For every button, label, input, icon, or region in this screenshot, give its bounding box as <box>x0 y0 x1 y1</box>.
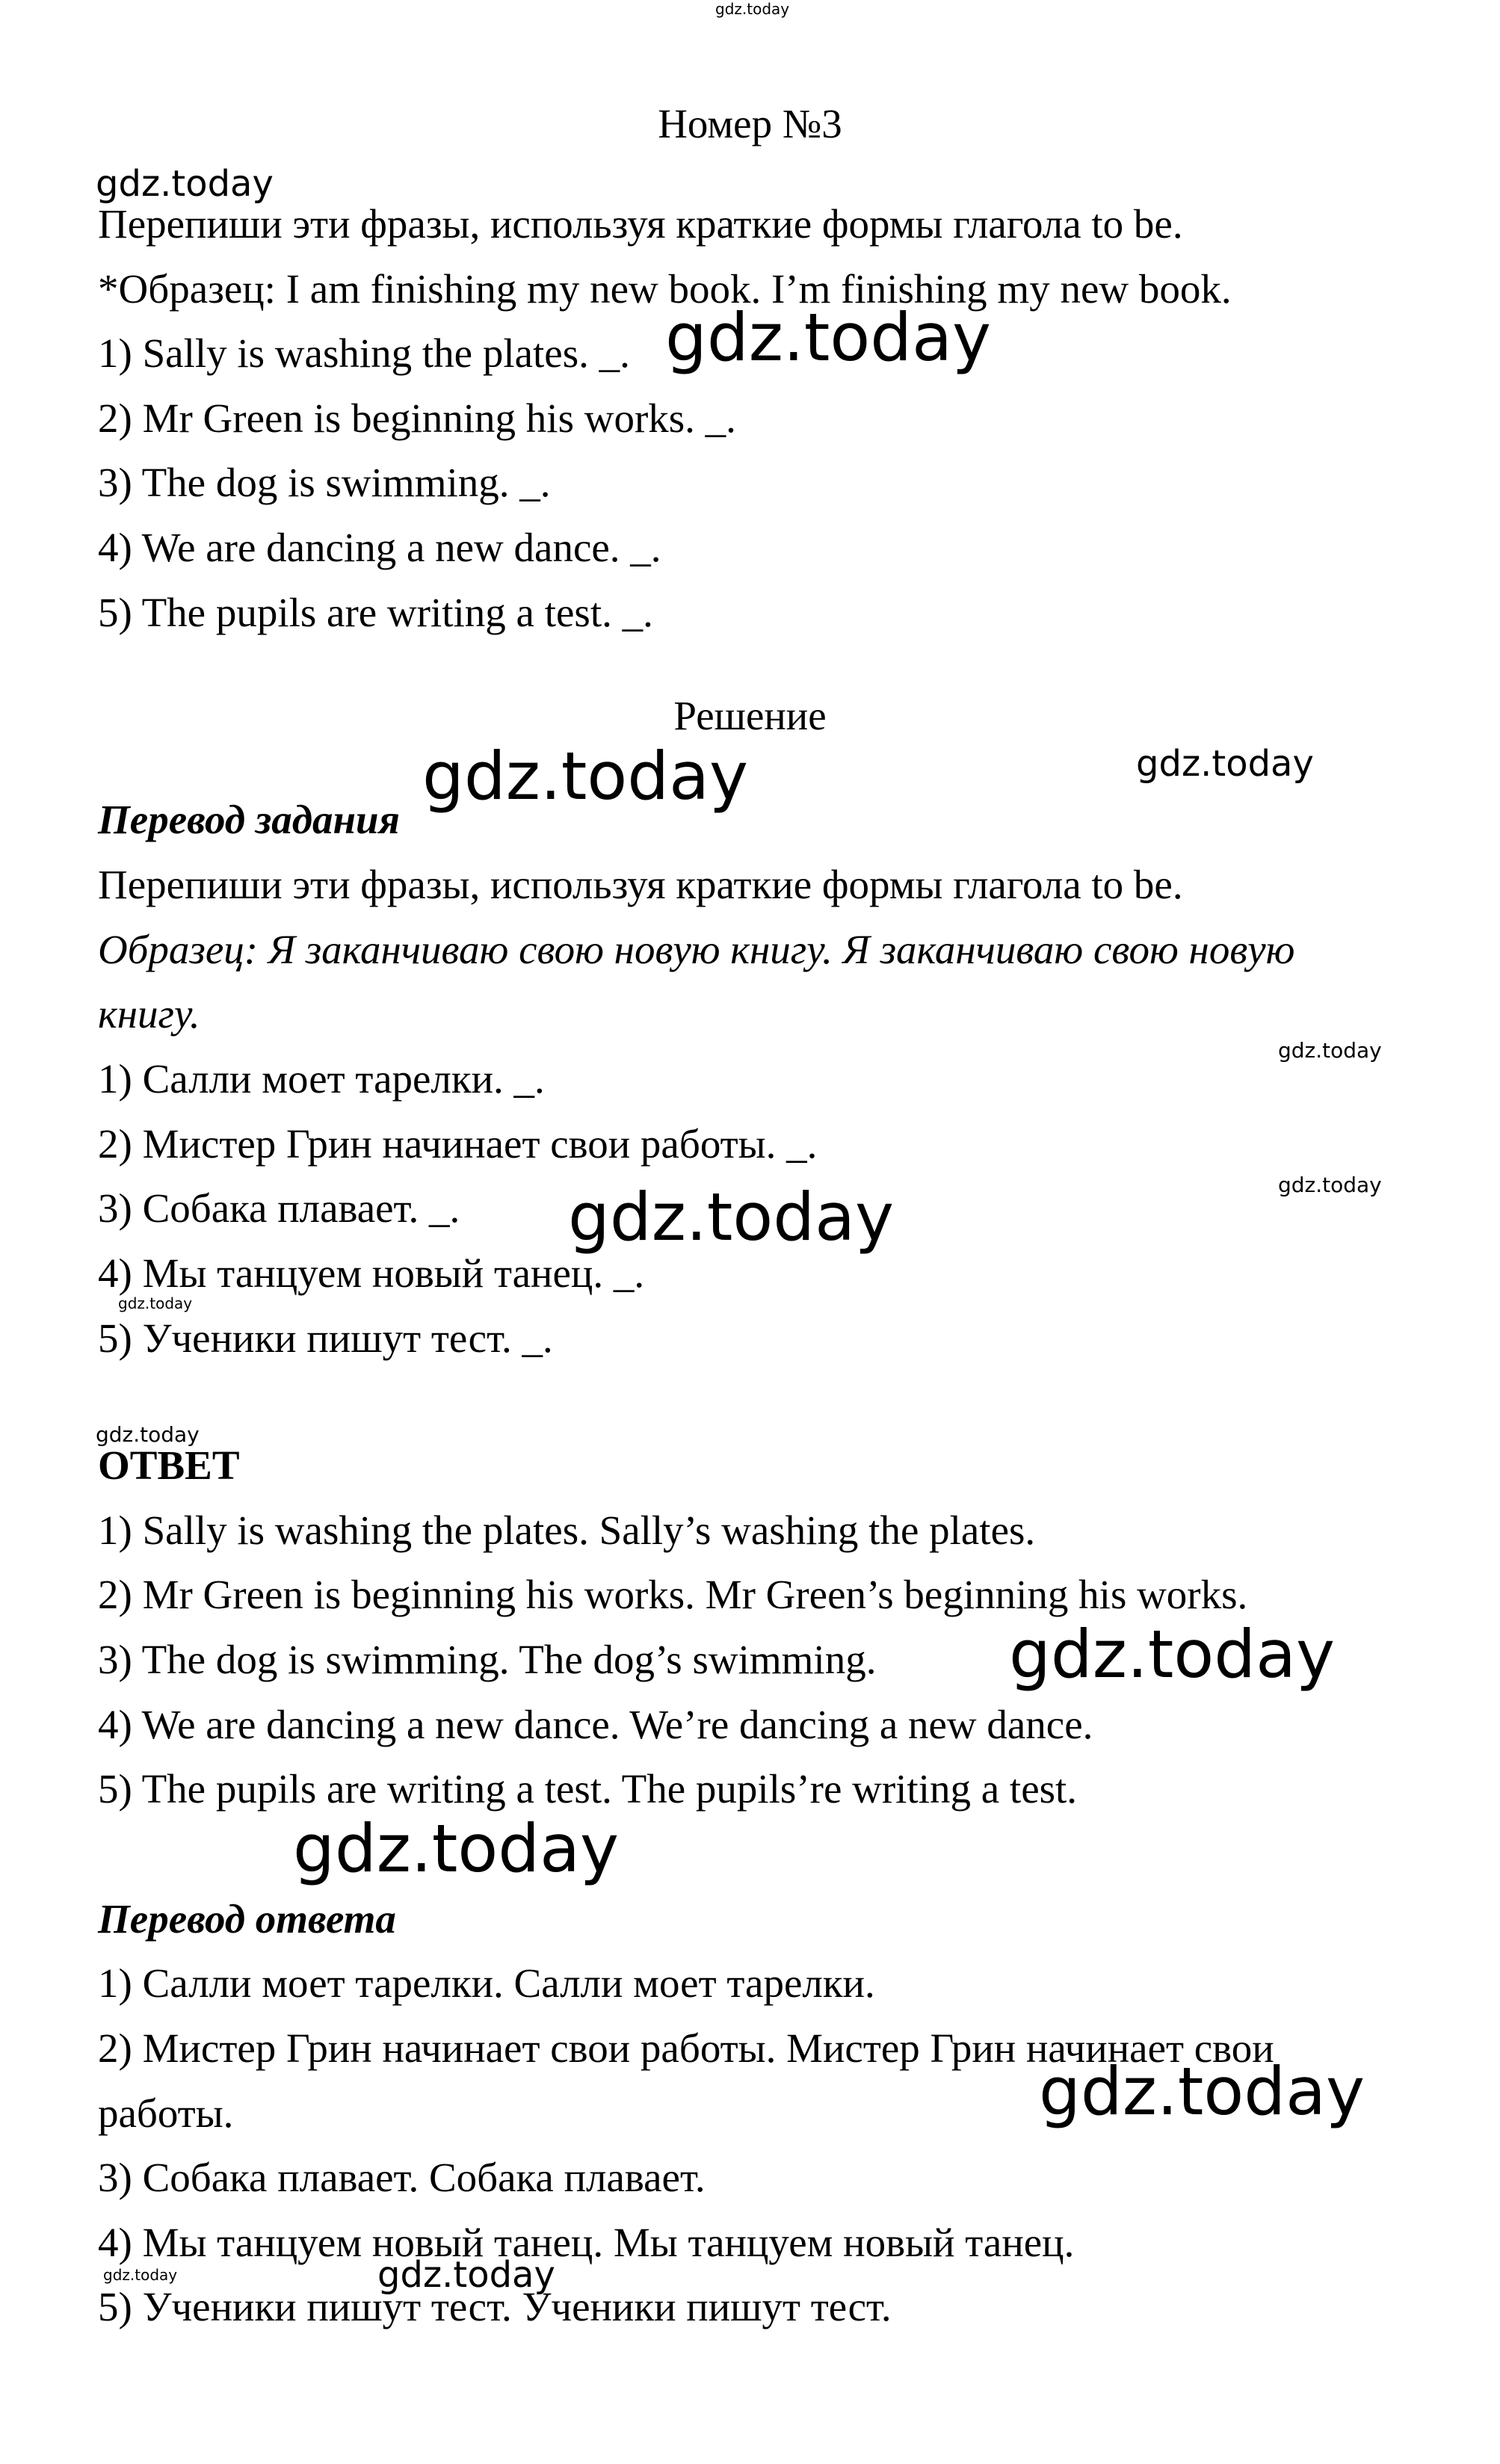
answer-item: 1) Sally is washing the plates. Sally’s washing the plates. <box>98 1507 1036 1553</box>
watermark-text: gdz.today <box>1278 1173 1382 1197</box>
task-instruction: Перепиши эти фразы, используя краткие формы глагола to be. <box>98 201 1183 247</box>
task-translation-item: 1) Салли моет тарелки. _. <box>98 1056 545 1102</box>
task-translation-heading: Перевод задания <box>98 797 400 842</box>
answer-translation-item: 2) Мистер Грин начинает свои работы. Мистер Грин начинает свои <box>98 2025 1274 2071</box>
watermark-text: gdz.today <box>665 299 992 376</box>
task-example: *Образец: I am finishing my new book. I’m finishing my new book. <box>98 266 1232 312</box>
task-translation-example-cont: книгу. <box>98 991 200 1037</box>
task-translation-item: 3) Собака плавает. _. <box>98 1185 460 1231</box>
answer-translation-item-cont: работы. <box>98 2090 234 2136</box>
answer-translation-item: 3) Собака плавает. Собака плавает. <box>98 2155 706 2200</box>
watermark-text: gdz.today <box>422 738 749 815</box>
solution-title: Решение <box>673 693 827 738</box>
watermark-text: gdz.today <box>118 1294 193 1312</box>
answer-translation-heading: Перевод ответа <box>98 1896 396 1942</box>
task-item: 5) The pupils are writing a test. _. <box>98 590 653 635</box>
task-translation-item: 4) Мы танцуем новый танец. _. <box>98 1250 645 1296</box>
task-item: 2) Mr Green is beginning his works. _. <box>98 395 736 441</box>
answer-item: 2) Mr Green is beginning his works. Mr Green’s beginning his works. <box>98 1572 1248 1617</box>
task-item: 4) We are dancing a new dance. _. <box>98 525 661 570</box>
watermark-text: gdz.today <box>715 0 790 18</box>
watermark-text: gdz.today <box>96 163 274 205</box>
watermark-text: gdz.today <box>293 1810 620 1887</box>
task-translation-instruction: Перепиши эти фразы, используя краткие формы глагола to be. <box>98 862 1183 907</box>
watermark-text: gdz.today <box>568 1179 895 1256</box>
page-title: Номер №3 <box>658 101 842 146</box>
answer-item: 3) The dog is swimming. The dog’s swimming. <box>98 1637 877 1682</box>
task-translation-example: Образец: Я заканчиваю свою новую книгу. Я заканчиваю свою новую <box>98 927 1295 972</box>
task-translation-item: 2) Мистер Грин начинает свои работы. _. <box>98 1121 818 1167</box>
answer-translation-item: 1) Салли моет тарелки. Салли моет тарелки. <box>98 1960 875 2006</box>
watermark-text: gdz.today <box>103 2266 178 2284</box>
watermark-text: gdz.today <box>377 2254 555 2296</box>
answer-item: 5) The pupils are writing a test. The pupils’re writing a test. <box>98 1766 1078 1812</box>
watermark-text: gdz.today <box>96 1422 200 1447</box>
answer-translation-item: 5) Ученики пишут тест. Ученики пишут тест. <box>98 2284 892 2329</box>
task-item: 1) Sally is washing the plates. _. <box>98 330 630 376</box>
task-item: 3) The dog is swimming. _. <box>98 460 551 505</box>
answer-translation-item: 4) Мы танцуем новый танец. Мы танцуем новый танец. <box>98 2220 1075 2265</box>
watermark-text: gdz.today <box>1009 1616 1336 1693</box>
watermark-text: gdz.today <box>1039 2053 1365 2130</box>
answer-item: 4) We are dancing a new dance. We’re dancing a new dance. <box>98 1702 1093 1747</box>
task-translation-item: 5) Ученики пишут тест. _. <box>98 1315 553 1361</box>
watermark-text: gdz.today <box>1278 1038 1382 1063</box>
answer-heading: ОТВЕТ <box>98 1442 240 1488</box>
watermark-text: gdz.today <box>1136 743 1314 785</box>
